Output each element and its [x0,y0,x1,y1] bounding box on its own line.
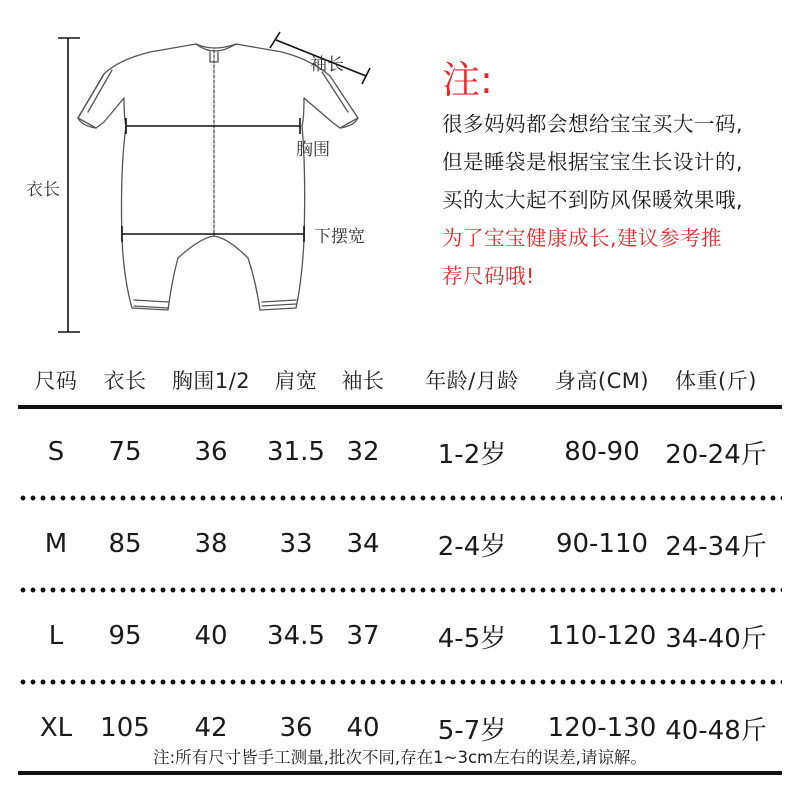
table-cell: 34.5 [267,621,325,651]
table-row [18,409,782,495]
table-cell: 95 [108,621,142,651]
table-cell: 40-48斤 [665,715,767,746]
note-line: 但是睡袋是根据宝宝生长设计的, [442,150,744,174]
table-cell: 37 [346,621,380,651]
table-cell: 90-110 [555,529,649,559]
body-length-label: 衣长 [26,180,60,200]
table-cell: 105 [100,713,150,743]
table-cell: 40 [346,713,380,743]
table-cell: 36 [279,713,313,743]
measurement-disclaimer: 注:所有尺寸皆手工测量,批次不同,存在1~3cm左右的误差,请谅解。 [153,748,647,767]
table-cell: 31.5 [267,437,325,467]
chest-label: 胸围 [296,140,330,160]
column-header: 尺码 [34,369,78,393]
column-header: 胸围1/2 [171,369,251,393]
table-cell: 85 [108,529,142,559]
table-cell: XL [39,713,73,743]
column-header: 身高(CM) [554,369,650,393]
sleep-sack-illustration [0,0,420,350]
column-header: 年龄/月龄 [425,369,519,393]
table-cell: 34-40斤 [665,623,767,654]
table-cell: 24-34斤 [665,531,767,562]
table-cell: 120-130 [547,713,657,743]
table-cell: 80-90 [564,437,640,467]
table-header-row [18,355,782,405]
column-header: 衣长 [103,369,147,393]
table-row [18,593,782,679]
table-cell: 32 [346,437,380,467]
table-cell: 1-2岁 [437,439,507,470]
table-cell: 2-4岁 [437,531,507,562]
table-cell: 75 [108,437,142,467]
column-header: 袖长 [341,369,385,393]
table-cell: 38 [194,529,228,559]
note-line: 为了宝宝健康成长,建议参考推 [442,226,723,250]
table-cell: 42 [194,713,228,743]
table-cell: 40 [194,621,228,651]
table-cell: 4-5岁 [437,623,507,654]
table-cell: 20-24斤 [665,439,767,470]
size-advice-note [442,55,792,295]
column-header: 肩宽 [274,369,318,393]
table-cell: 34 [346,529,380,559]
table-cell: M [44,529,68,559]
table-cell: 33 [279,529,313,559]
garment-size-diagram [0,0,420,350]
hem-width-label: 下摆宽 [314,227,365,247]
note-line: 很多妈妈都会想给宝宝买大一码, [442,112,744,136]
column-header: 体重(斤) [675,369,757,393]
sleeve-length-label: 袖长 [310,55,344,75]
table-cell: L [48,621,64,651]
table-body [18,409,782,771]
table-cell: 5-7岁 [437,715,507,746]
table-bottom-border [18,771,782,775]
table-cell: 110-120 [547,621,657,651]
note-line: 荐尺码哦! [442,264,535,288]
table-row [18,501,782,587]
size-chart-table [18,355,782,775]
table-cell: 36 [194,437,228,467]
note-lines [442,105,792,295]
table-cell: S [47,437,65,467]
note-title: 注: [442,58,493,102]
note-line: 买的太大起不到防风保暖效果哦, [442,188,744,212]
